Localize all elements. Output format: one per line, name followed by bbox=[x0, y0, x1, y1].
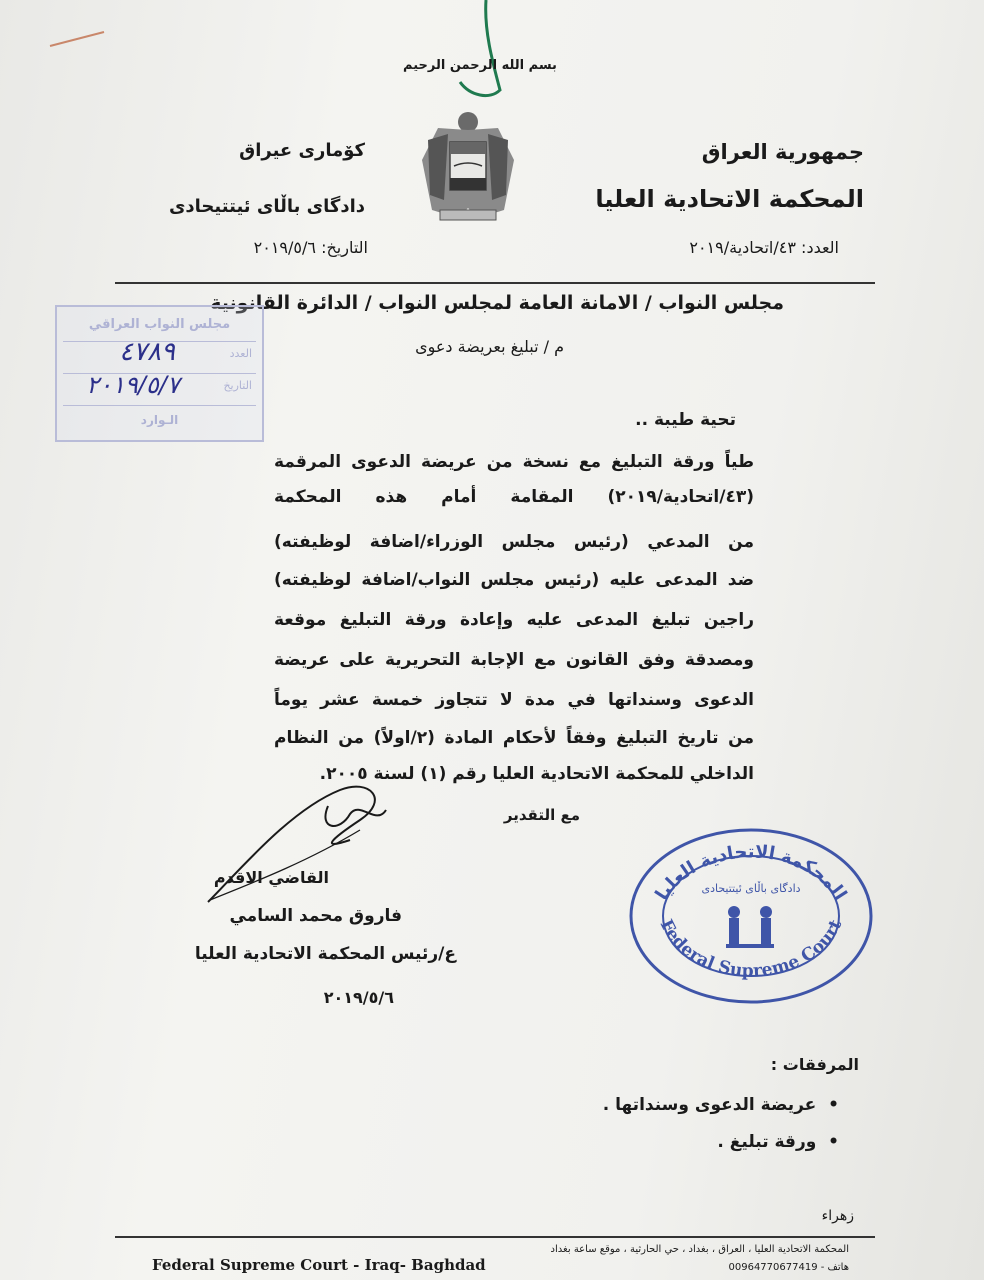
signatory-name: فاروق محمد السامي bbox=[229, 906, 402, 926]
closing: مع التقدير bbox=[503, 806, 580, 824]
attachment-text: ورقة تبليغ . bbox=[717, 1132, 817, 1152]
body-line: راجين تبليغ المدعى عليه وإعادة ورقة التبليغ موقعة bbox=[274, 610, 754, 630]
court-name-ar: المحكمة الاتحادية العليا bbox=[595, 185, 864, 213]
date-value: ٢٠١٩/٥/٦ bbox=[253, 238, 316, 257]
reference-number bbox=[689, 238, 839, 257]
body-line: الداخلي للمحكمة الاتحادية العليا رقم (١) لسنة ٢٠٠٥. bbox=[319, 764, 754, 784]
seal-text-ar: المحكمة الاتحادية العليا bbox=[651, 841, 851, 905]
reference-value: ٤٣/اتحادية/٢٠١٩ bbox=[689, 238, 796, 257]
body-line: ومصدقة وفق القانون مع الإجابة التحريرية على عريضة bbox=[274, 650, 754, 670]
court-name-ku: دادگای باڵای ئیتتیحادی bbox=[168, 196, 365, 217]
bismillah: بسم الله الرحمن الرحيم bbox=[403, 58, 557, 73]
binding-string bbox=[440, 0, 510, 110]
stamp-footer: الـوارد bbox=[140, 413, 179, 427]
greeting: تحية طيبة .. bbox=[635, 410, 736, 430]
document-date bbox=[198, 238, 368, 257]
court-seal bbox=[626, 826, 876, 1006]
signatory-date: ٢٠١٩/٥/٦ bbox=[323, 988, 394, 1007]
handwritten-signature bbox=[200, 770, 400, 910]
bullet-icon: • bbox=[816, 1132, 839, 1152]
attachment-item bbox=[539, 1095, 839, 1115]
stamp-number-handwritten: ٤٧٨٩ bbox=[119, 337, 175, 367]
stamp-divider bbox=[63, 405, 256, 406]
footer-phone: هاتف - 00964770677419 bbox=[728, 1262, 849, 1273]
stamp-date-handwritten: ٢٠١٩/٥/٧ bbox=[86, 371, 180, 399]
country-name-ar: جمهورية العراق bbox=[701, 140, 864, 164]
body-line: من المدعي (رئيس مجلس الوزراء/اضافة لوظيفته) bbox=[274, 532, 754, 552]
body-line: ضد المدعى عليه (رئيس مجلس النواب/اضافة لوظيفته) bbox=[274, 570, 754, 590]
attachments-label: المرفقات : bbox=[770, 1055, 859, 1074]
iraq-eagle-emblem bbox=[418, 100, 518, 230]
signatory-position: ع/رئيس المحكمة الاتحادية العليا bbox=[194, 944, 456, 964]
received-stamp-title: مجلس النواب العراقي bbox=[88, 317, 231, 332]
attachment-text: عريضة الدعوى وسنداتها . bbox=[602, 1095, 817, 1115]
seal-text-en: Federal Supreme Court bbox=[655, 916, 847, 982]
subject: م / تبليغ بعريضة دعوى bbox=[415, 337, 564, 356]
date-label: التاريخ: bbox=[321, 238, 368, 257]
recipient: مجلس النواب / الامانة العامة لمجلس النواب / الدائرة القانونية bbox=[210, 292, 784, 314]
pen-scratch-mark bbox=[48, 28, 108, 50]
bullet-icon: • bbox=[816, 1095, 839, 1115]
country-name-ku: كۆماری عیراق bbox=[239, 140, 365, 161]
footer-address: المحكمة الاتحادية العليا ، العراق ، بغداد ، حي الحارثية ، موقع ساعة بغداد bbox=[550, 1244, 849, 1255]
stamp-number-label: العدد bbox=[229, 347, 252, 360]
typist-initials: زهراء bbox=[821, 1208, 854, 1224]
body-line: طياً ورقة التبليغ مع نسخة من عريضة الدعوى المرقمة bbox=[274, 452, 754, 472]
body-line: الدعوى وسنداتها في مدة لا تتجاوز خمسة عشر يوماً bbox=[274, 690, 754, 710]
body-line: (٤٣/اتحادية/٢٠١٩) المقامة أمام هذه المحكمة bbox=[274, 487, 754, 507]
stamp-date-label: التاريخ bbox=[223, 379, 252, 392]
signatory-title: القاضي الاقدم bbox=[213, 868, 329, 887]
scales-of-justice-icon bbox=[726, 906, 774, 948]
received-stamp bbox=[55, 305, 264, 442]
footer-divider bbox=[115, 1236, 875, 1238]
seal-text-ku: دادگای باڵای ئیتتیحادی bbox=[701, 882, 801, 895]
attachment-item bbox=[539, 1132, 839, 1152]
footer-english: Federal Supreme Court - Iraq- Baghdad bbox=[152, 1256, 486, 1274]
header-divider bbox=[115, 282, 875, 284]
body-line: من تاريخ التبليغ وفقاً لأحكام المادة (٢/اولاً) من النظام bbox=[274, 728, 754, 748]
reference-label: العدد: bbox=[801, 238, 839, 257]
